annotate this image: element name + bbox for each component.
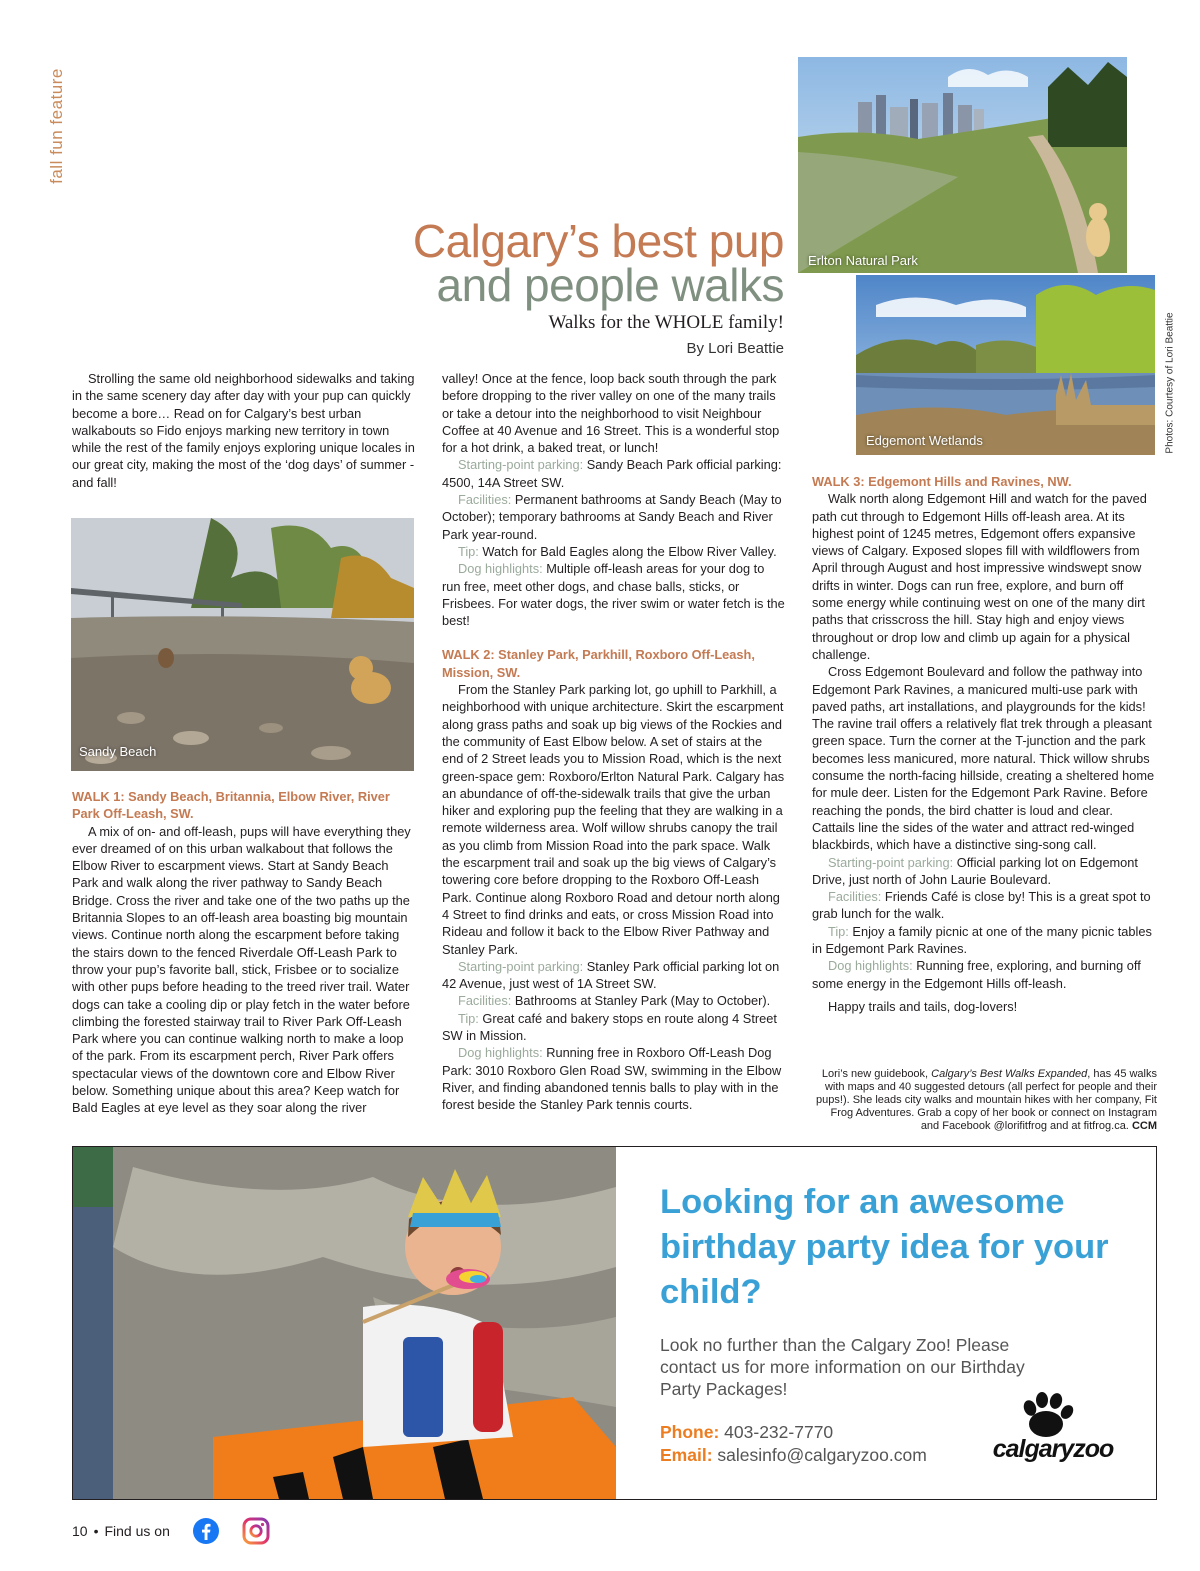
walk2-parking: Starting-point parking: Stanley Park official parking lot on 42 Avenue, just west of 1A Street SW. (442, 958, 780, 992)
ccm-mark: CCM (1131, 1120, 1157, 1132)
calgary-zoo-logo: calgaryzoo (984, 1392, 1122, 1470)
paw-print-icon (984, 1392, 1122, 1440)
sandy-beach-caption: Sandy Beach (79, 744, 157, 759)
walk2-tip: Tip: Great café and bakery stops en route along 4 Street SW in Mission. (442, 1010, 777, 1043)
ad-body: Look no further than the Calgary Zoo! Please contact us for more information on our Birthday Party Packages! (660, 1335, 1025, 1399)
erlton-natural-park-photo (798, 57, 1127, 273)
walk1-continued: valley! Once at the fence, loop back south through the park before dropping to the river valley on one of the many trails or take a detour into the neighborhood to visit Neighbour Coffee at 40 Avenue and 16 Street. This is a wonderful stop for a hot drink, a baked treat, or lunch! (442, 371, 780, 456)
edgemont-wetlands-photo (856, 275, 1155, 455)
walk1-section (72, 788, 416, 1117)
column-two (442, 370, 786, 1113)
photo-credit: Photos: Courtesy of Lori Beattie (1164, 311, 1176, 454)
find-us-label: Find us on (104, 1523, 170, 1539)
walk1-body: A mix of on- and off-leash, pups will have everything they ever dreamed of on this urban walkabout that follows the Elbow River to escarpment views. Start at Sandy Beach Park and walk along the river pathway to Sandy Beach Bridge. Cross the river and take one of the two paths up the Britannia Slopes to an off-leash area boasting big mountain views. Continue north along the escarpment before taking the stairs down to the fenced Riverdale Off-Leash Park to throw your pup’s favorite ball, stick, Frisbee or to socialize with other pups before heading to the treed river trail. Water dogs can take a cooling dip or play fetch in the water before climbing the forested stairway trail to River Park Off-Leash Park where you can continue walking north to make a loop of the park. From its escarpment perch, River Park offers spectacular views of the downtown core and Elbow River below. Something unique about this area? Keep watch for Bald Eagles at eye level as they soar along the river (72, 823, 411, 1116)
walk2-body: From the Stanley Park parking lot, go uphill to Parkhill, a neighborhood with unique architecture. Skirt the escarpment along grass paths and soak up big views of the Rockies and the community of East Elbow below. A set of stairs at the end of 2 Street leads you to Mission Road, which is the next green-space gem: Roxboro/Erlton Natural Park. Calgary has an abundance of off-the-sidewalk trails that give the urban hiker and exploring pup the feeling that they are walking in a remote wilderness area. Wolf willow shrubs canopy the trail as you climb from Mission Road into the park space. Walk the escarpment trail and soak up the big views of Calgary’s towering core before dropping to the Roxboro Off-Leash Park. Continue along Roxboro Road and detour north along 4 Street to find drinks and eats, or cross Mission Road into Rideau and follow it back to the Elbow River Pathway and Stanley Park. (442, 682, 785, 957)
section-label: fall fun feature (47, 68, 66, 184)
ad-headline: Looking for an awesome birthday party idea for your child? (660, 1183, 1109, 1311)
walk3-closing: Happy trails and tails, dog-lovers! (828, 998, 1018, 1014)
walk3-heading: WALK 3: Edgemont Hills and Ravines, NW. (812, 474, 1072, 489)
article-title-line1: Calgary’s best pup (412, 215, 784, 267)
walk2-dog-highlights: Dog highlights: Running free in Roxboro Off-Leash Dog Park: 3010 Roxboro Glen Road SW, swimming in the Elbow River, and finding abandoned tennis balls to play with in the forest beside the Stanley Park tennis courts. (442, 1045, 782, 1113)
edgemont-caption: Edgemont Wetlands (866, 433, 983, 448)
instagram-icon[interactable] (242, 1517, 270, 1545)
author-bio: Lori’s new guidebook, Calgary’s Best Walks Expanded, has 45 walks with maps and 40 suggested detours (all perfect for people and their pups!). She leads city walks and mountain hikes with her company, Fit Frog Adventures. Grab a copy of her book or connect on Instagram and Facebook @lorifitfrog and at fitfrog.ca. CCM (816, 1068, 1157, 1132)
walk2-facilities: Facilities: Bathrooms at Stanley Park (May to October). (458, 993, 771, 1009)
walk2-heading: WALK 2: Stanley Park, Parkhill, Roxboro Off-Leash, Mission, SW. (442, 647, 755, 680)
ad-phone: Phone: 403-232-7770 (660, 1422, 834, 1442)
birthday-child-photo (73, 1147, 616, 1499)
walk1-tip: Tip: Watch for Bald Eagles along the Elbow River Valley. (458, 543, 777, 559)
footer-bullet: • (93, 1523, 99, 1539)
erlton-caption: Erlton Natural Park (808, 253, 918, 268)
walk1-facilities: Facilities: Permanent bathrooms at Sandy Beach (May to October); temporary bathrooms at Sandy Beach and River Park year-round. (442, 492, 782, 542)
article-subtitle: Walks for the WHOLE family! (548, 312, 784, 333)
page-number: 10 (72, 1523, 88, 1539)
article-title-line2: and people walks (436, 259, 784, 311)
walk3-body-1: Walk north along Edgemont Hill and watch for the paved path cut through to Edgemont Hills off-leash area. At its highest point of 1245 metres, Edgemont offers expansive views of Calgary. Exposed slopes fill with wildflowers from April through August and host impressive windswept snow drifts in winter. Dogs can run free, explore, and burn off some energy while continuing west on one of the many dirt paths that crisscross the hill. Stay high and enjoy views throughout or drop low and climb up again for a physical challenge. (812, 491, 1147, 662)
walk3-facilities: Facilities: Friends Café is close by! This is a great spot to grab lunch for the walk. (812, 889, 1151, 922)
walk1-heading: WALK 1: Sandy Beach, Britannia, Elbow River, River Park Off-Leash, SW. (72, 789, 390, 822)
walk3-parking: Starting-point parking: Official parking lot on Edgemont Drive, just north of John Laurie Boulevard. (812, 854, 1138, 887)
walk3-dog-highlights: Dog highlights: Running free, exploring, and burning off some energy in the Edgemont Hills off-leash. (812, 958, 1141, 991)
walk3-tip: Tip: Enjoy a family picnic at one of the many picnic tables in Edgemont Park Ravines. (812, 923, 1152, 957)
ad-email[interactable]: Email: salesinfo@calgaryzoo.com (660, 1445, 927, 1465)
intro-paragraph: Strolling the same old neighborhood sidewalks and taking in the same scenery day after day with your pup can quickly become a bore… Read on for Calgary’s best urban walkabouts so Fido enjoys marking new territory in town while the rest of the family enjoys exploring unique locales in our great city, making the most of the ‘dog days’ of summer - and fall! (72, 371, 415, 490)
walk3-body-2: Cross Edgemont Boulevard and follow the pathway into Edgemont Park Ravines, a manicured multi-use park with paved paths, art installations, and playgrounds for the kids! The ravine trail offers a relatively flat trek through a pleasant green space. Turn the corner at the T-junction and the park becomes less manicured, more natural. Thick willow shrubs consume the north-facing hillside, creating a sheltered home for mule deer. Listen for the Edgemont Park Ravine. Before reaching the ponds, the bird chatter is loud and clear. Cattails line the sides of the water and attract red-winged blackbirds, which have a distinctive sing-song call. (812, 664, 1155, 853)
sandy-beach-photo (71, 518, 414, 771)
walk1-parking: Starting-point parking: Sandy Beach Park official parking: 4500, 14A Street SW. (442, 457, 782, 490)
walk1-dog-highlights: Dog highlights: Multiple off-leash areas for your dog to run free, meet other dogs, and chase balls, sticks, or Frisbees. For water dogs, the river swim or water fetch is the best! (442, 561, 785, 629)
column-three (812, 473, 1158, 1015)
book-title: Calgary’s Best Walks Expanded (931, 1068, 1088, 1080)
article-byline: By Lori Beattie (686, 340, 784, 357)
facebook-icon[interactable] (192, 1517, 220, 1545)
page-footer (72, 1516, 270, 1546)
